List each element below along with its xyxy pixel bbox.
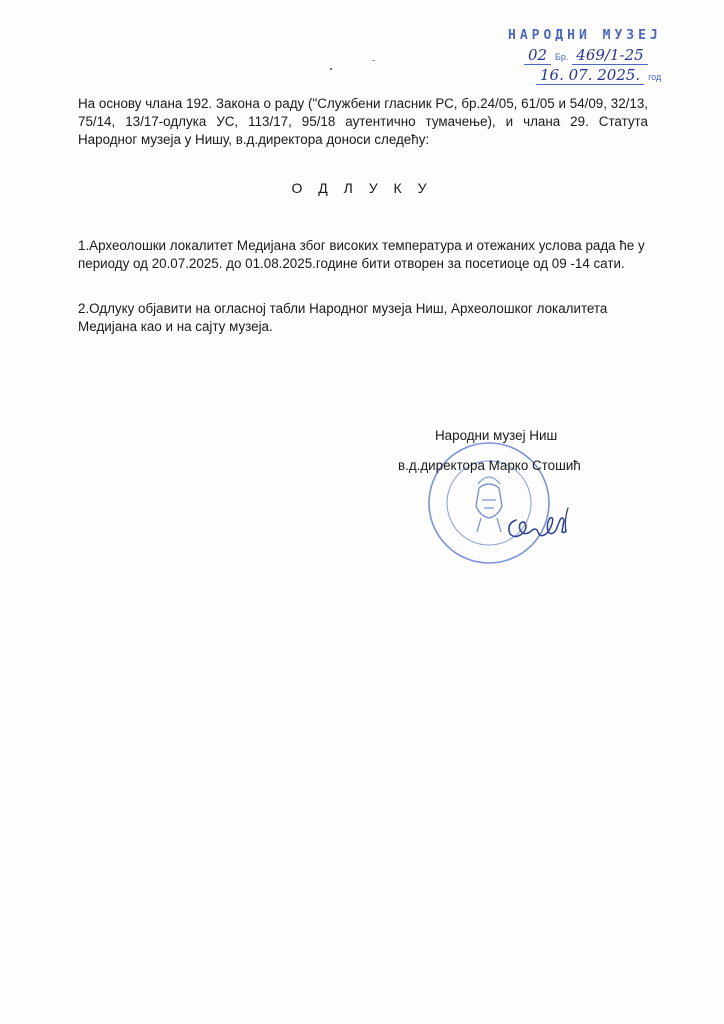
registry-date-suffix: год [648,72,662,82]
registry-ref-number: 469/1-25 [572,46,647,65]
intro-paragraph: На основу члана 192. Закона о раду ("Службени гласник РС, бр.24/05, 61/05 и 54/09, 32/13, 75/14, 13/17-одлука УС, 113/17, 95/18 аутентично тумачење), и члана 29. Статута Народног музеја у Нишу, в.д.директора доноси следећу: [78,96,648,147]
registry-ref-label: Бр. [554,52,569,62]
signature-organization: Народни музеј Ниш [435,428,558,443]
scan-speck [372,60,375,61]
registry-ref-row [524,46,648,64]
registry-stamp-title: НАРОДНИ МУЗЕЈ [508,28,662,43]
signature-director: в.д.директора Марко Стошић [398,458,581,473]
document-title: О Д Л У К У [291,180,433,196]
handwritten-signature [502,500,586,544]
registry-date-row [536,66,661,84]
registry-date: 16. 07. 2025. [536,66,644,85]
decision-item-2: 2.Одлуку објавити на огласној табли Народног музеја Ниш, Археолошког локалитета Медијана као и на сајту музеја. [78,301,608,334]
decision-item-1: 1.Археолошки локалитет Медијана због високих температура и отежаних услова рада ће у периоду од 20.07.2025. до 01.08.2025.године бити отворен за посетиоце од 09 -14 сати. [78,238,645,271]
registry-ref-prefix: 02 [524,46,551,65]
registry-stamp [498,22,720,86]
scan-speck [330,68,332,70]
